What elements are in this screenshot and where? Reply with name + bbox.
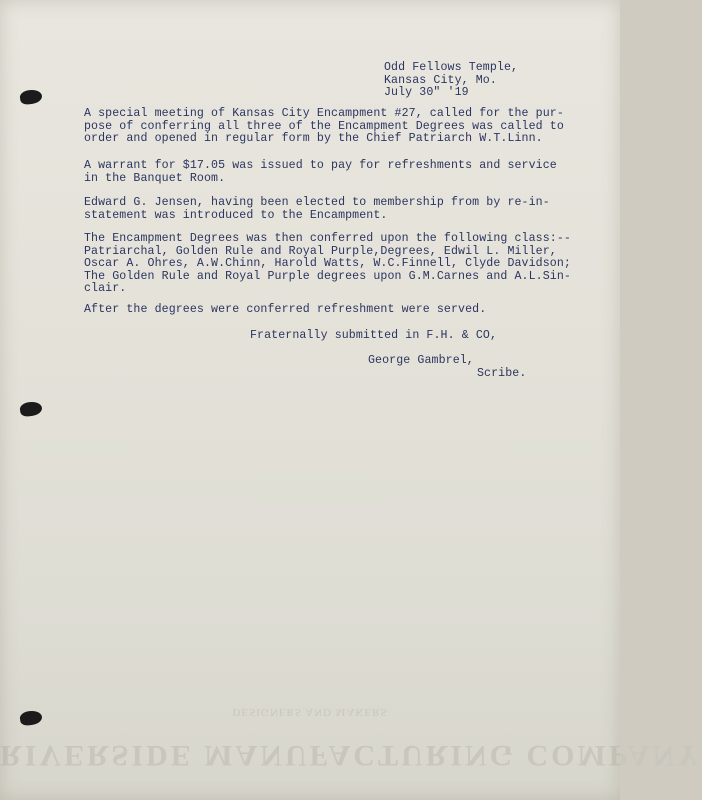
paragraph-refreshment: After the degrees were conferred refreshment were served. <box>84 303 487 316</box>
paragraph-degrees: The Encampment Degrees was then conferred upon the following class:-- Patriarchal, Golden Rule and Royal Purple,Degrees, Edwil L. Miller, Oscar A. Ohres, A.W.Chinn, Harold Watts, W.C.Finnell, Clyde Davidson; The Golden Rule and Royal Purple degrees upon G.M.Carnes and A.L.Sin- clair. <box>84 232 571 295</box>
paragraph-warrant: A warrant for $17.05 was issued to pay for refreshments and service in the Banquet Room. <box>84 159 557 185</box>
letter-header <box>384 62 518 100</box>
signature-title: Scribe. <box>477 367 527 380</box>
header-line-1: Odd Fellows Temple, <box>384 61 519 74</box>
punch-hole <box>19 89 43 106</box>
watermark-subtitle: DESIGNERS AND MAKERS <box>232 706 388 718</box>
header-line-3: July 30" '19 <box>384 86 469 99</box>
punch-hole <box>19 401 43 418</box>
paragraph-meeting: A special meeting of Kansas City Encampment #27, called for the pur- pose of conferring all three of the Encampment Degrees was called to order and opened in regular form by the Chief Patriarch W.T.Linn. <box>84 107 564 145</box>
closing-line: Fraternally submitted in F.H. & CO, <box>250 329 498 342</box>
watermark-company: RIVERSIDE MANUFACTURING COMPANY <box>0 739 702 772</box>
header-line-2: Kansas City, Mo. <box>384 73 497 87</box>
signature-name: George Gambrel, <box>368 354 474 367</box>
paragraph-membership: Edward G. Jensen, having been elected to membership from by re-in- statement was introduced to the Encampment. <box>84 196 550 222</box>
